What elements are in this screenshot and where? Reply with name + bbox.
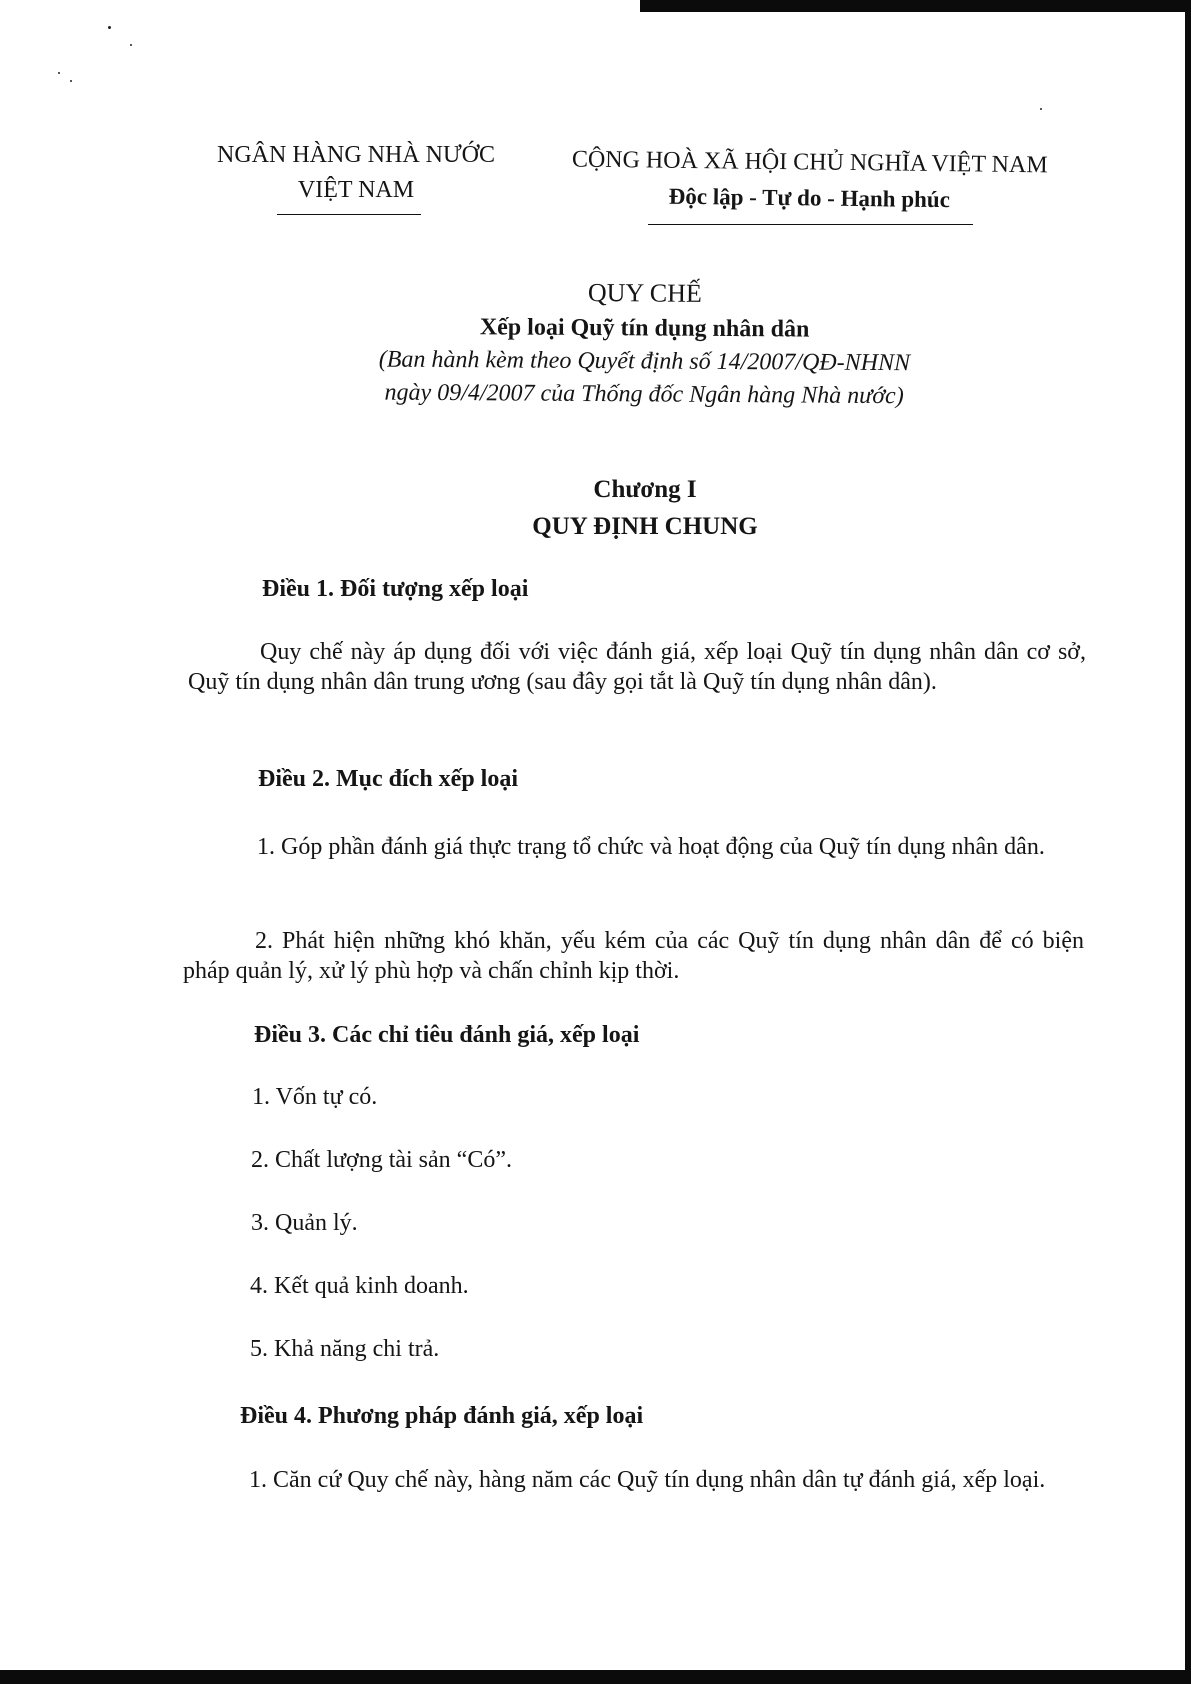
article-3-item-1: 1. Vốn tự có.: [252, 1084, 378, 1110]
article-1-heading: Điều 1. Đối tượng xếp loại: [262, 576, 529, 602]
country-name: CỘNG HOÀ XÃ HỘI CHỦ NGHĨA VIỆT NAM: [571, 146, 1048, 179]
document-title-block: [299, 273, 990, 414]
article-3-item-2: 2. Chất lượng tài sản “Có”.: [251, 1147, 512, 1173]
article-3-item-5: 5. Khả năng chi trả.: [250, 1336, 440, 1362]
agency-name-line1: NGÂN HÀNG NHÀ NƯỚC: [217, 142, 495, 168]
article-2-paragraph-1: 1. Góp phần đánh giá thực trạng tổ chức và hoạt động của Quỹ tín dụng nhân dân.: [257, 834, 1045, 860]
article-3-heading: Điều 3. Các chỉ tiêu đánh giá, xếp loại: [254, 1022, 640, 1048]
article-3-item-3: 3. Quản lý.: [251, 1210, 358, 1236]
article-3-item-4: 4. Kết quả kinh doanh.: [250, 1273, 469, 1299]
chapter-number: Chương I: [593, 476, 697, 503]
article-2-heading: Điều 2. Mục đích xếp loại: [258, 766, 519, 792]
article-2-paragraph-2: 2. Phát hiện những khó khăn, yếu kém của các Quỹ tín dụng nhân dân để có biện pháp quản lý, xử lý phù hợp và chấn chỉnh kịp thời.: [183, 928, 1084, 984]
article-4-paragraph: 1. Căn cứ Quy chế này, hàng năm các Quỹ tín dụng nhân dân tự đánh giá, xếp loại.: [249, 1467, 1046, 1493]
agency-underline: [277, 214, 421, 215]
article-1-paragraph: Quy chế này áp dụng đối với việc đánh giá, xếp loại Quỹ tín dụng nhân dân cơ sở, Quỹ tín dụng nhân dân trung ương (sau đây gọi tắt là Quỹ tín dụng nhân dân).: [188, 639, 1086, 695]
agency-name-line2: VIỆT NAM: [297, 177, 415, 203]
national-motto: Độc lập - Tự do - Hạnh phúc: [668, 183, 951, 213]
motto-underline: [648, 224, 973, 225]
national-heading: [529, 142, 1090, 219]
article-4-heading: Điều 4. Phương pháp đánh giá, xếp loại: [240, 1403, 644, 1429]
chapter-title: QUY ĐỊNH CHUNG: [532, 513, 758, 540]
issuance-note-line1: (Ban hành kèm theo Quyết định số 14/2007/QĐ-NHNN: [378, 346, 911, 377]
chapter-heading: [420, 471, 870, 545]
issuing-agency: [196, 138, 516, 208]
issuance-note-line2: ngày 09/4/2007 của Thống đốc Ngân hàng Nhà nước): [384, 379, 904, 410]
document-subtitle: Xếp loại Quỹ tín dụng nhân dân: [479, 314, 810, 343]
document-title: QUY CHẾ: [587, 278, 702, 308]
